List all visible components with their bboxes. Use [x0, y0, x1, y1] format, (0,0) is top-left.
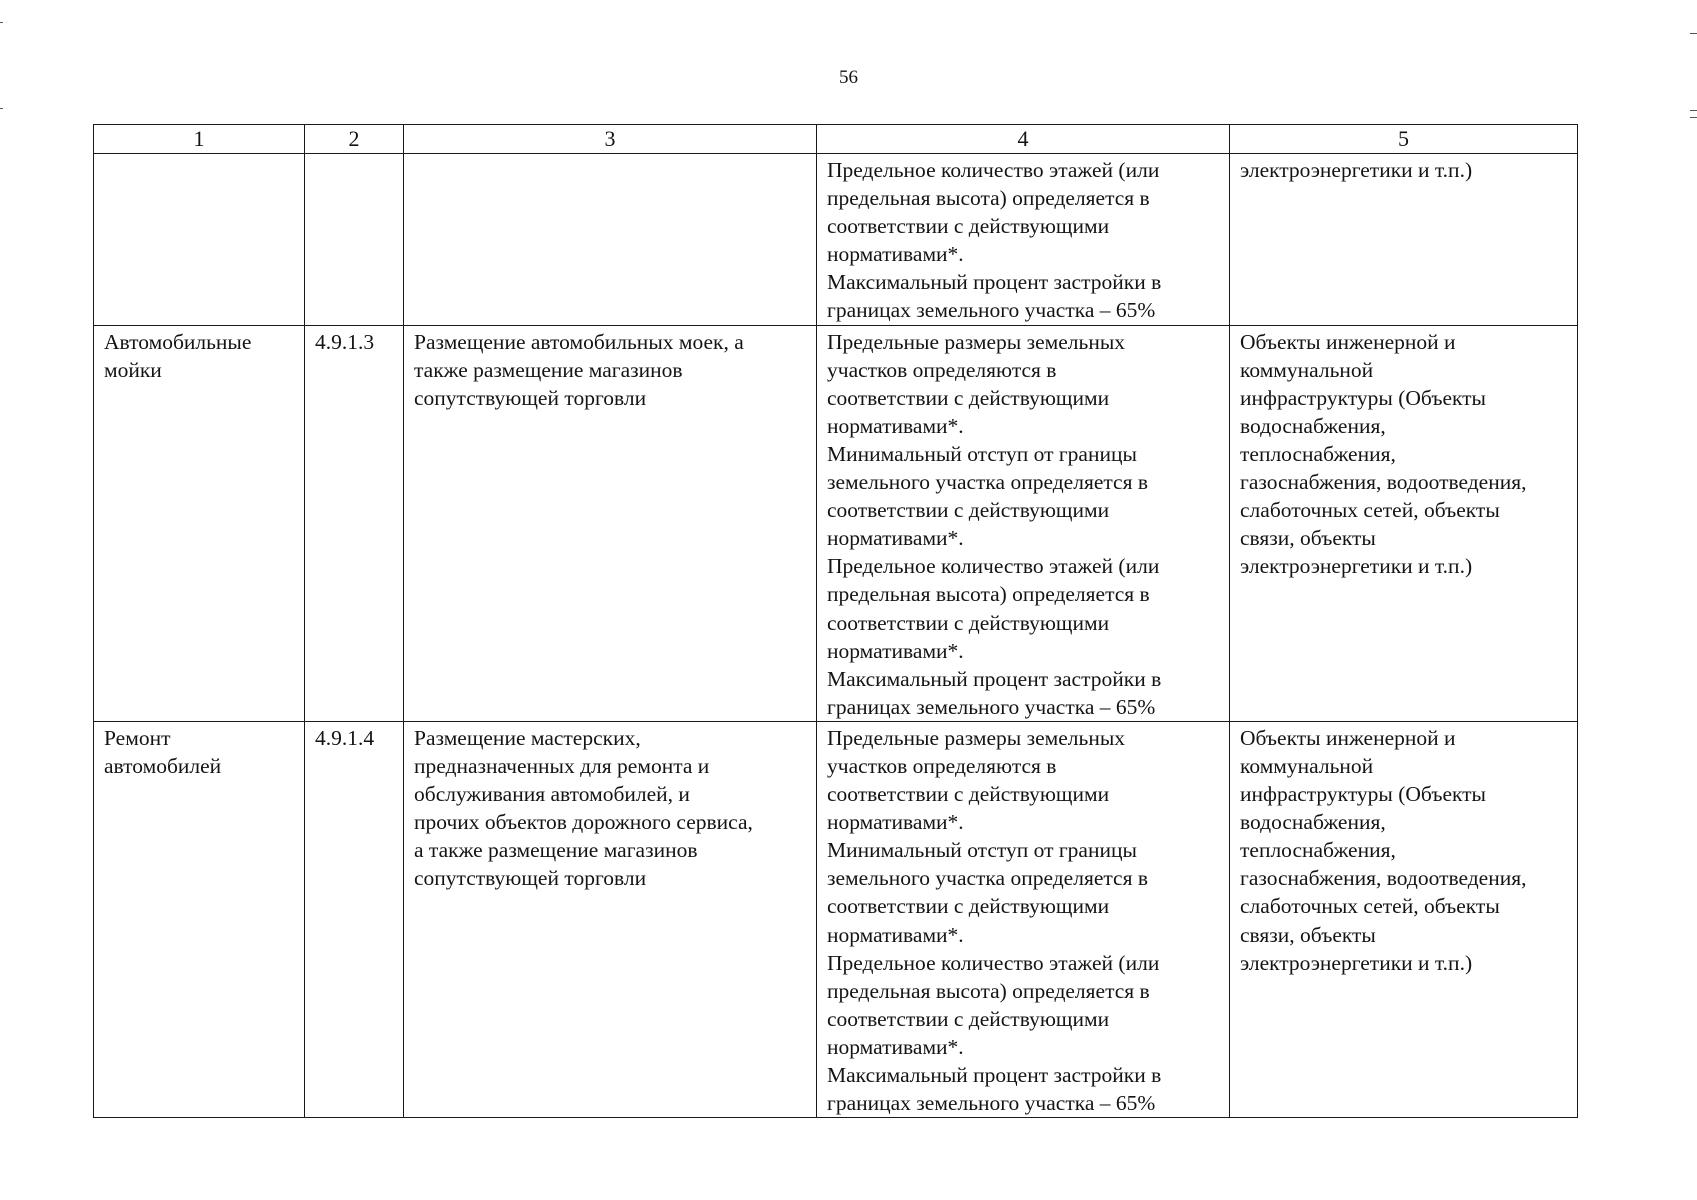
header-row [94, 125, 1578, 154]
table-row [94, 154, 1578, 326]
use-code-cell: 4.9.1.3 [305, 325, 404, 721]
auxiliary-uses-cell: Объекты инженерной и коммунальной инфраструктуры (Объекты водоснабжения, теплоснабжения, газоснабжения, водоотведения, слаботочных сетей, объекты связи, объекты электроэнергетики и т.п.) [1230, 325, 1578, 721]
use-name-cell [94, 154, 305, 326]
scan-edge-mark [1690, 117, 1697, 118]
parameters-cell: Предельные размеры земельных участков определяются в соответствии с действующими нормативами*. Минимальный отступ от границы земельного участка определяется в соответствии с действующими нормативами*. Предельное количество этажей (или предельная высота) определяется в соответствии с действующими нормативами*. Максимальный процент застройки в границах земельного участка – 65% [817, 325, 1230, 721]
column-header: 2 [305, 125, 404, 154]
table-row [94, 721, 1578, 1117]
use-code-cell: 4.9.1.4 [305, 721, 404, 1117]
use-description-cell: Размещение мастерских, предназначенных для ремонта и обслуживания автомобилей, и прочих объектов дорожного сервиса, а также размещение магазинов сопутствующей торговли [404, 721, 817, 1117]
scan-edge-mark [1690, 33, 1697, 34]
table-row [94, 325, 1578, 721]
column-header: 4 [817, 125, 1230, 154]
use-description-cell [404, 154, 817, 326]
auxiliary-uses-cell: электроэнергетики и т.п.) [1230, 154, 1578, 326]
column-header: 3 [404, 125, 817, 154]
use-description-cell: Размещение автомобильных моек, а также размещение магазинов сопутствующей торговли [404, 325, 817, 721]
use-code-cell [305, 154, 404, 326]
parameters-cell: Предельное количество этажей (или предельная высота) определяется в соответствии с действующими нормативами*. Максимальный процент застройки в границах земельного участка – 65% [817, 154, 1230, 326]
parameters-cell: Предельные размеры земельных участков определяются в соответствии с действующими нормативами*. Минимальный отступ от границы земельного участка определяется в соответствии с действующими нормативами*. Предельное количество этажей (или предельная высота) определяется в соответствии с действующими нормативами*. Максимальный процент застройки в границах земельного участка – 65% [817, 721, 1230, 1117]
scan-edge-mark [1690, 110, 1697, 111]
zoning-table [93, 124, 1578, 1118]
page-number: 56 [839, 67, 858, 88]
scan-edge-mark [0, 22, 3, 23]
use-name-cell: Ремонт автомобилей [94, 721, 305, 1117]
column-header: 5 [1230, 125, 1578, 154]
use-name-cell: Автомобильные мойки [94, 325, 305, 721]
scan-edge-mark [0, 108, 3, 109]
auxiliary-uses-cell: Объекты инженерной и коммунальной инфраструктуры (Объекты водоснабжения, теплоснабжения, газоснабжения, водоотведения, слаботочных сетей, объекты связи, объекты электроэнергетики и т.п.) [1230, 721, 1578, 1117]
column-header: 1 [94, 125, 305, 154]
